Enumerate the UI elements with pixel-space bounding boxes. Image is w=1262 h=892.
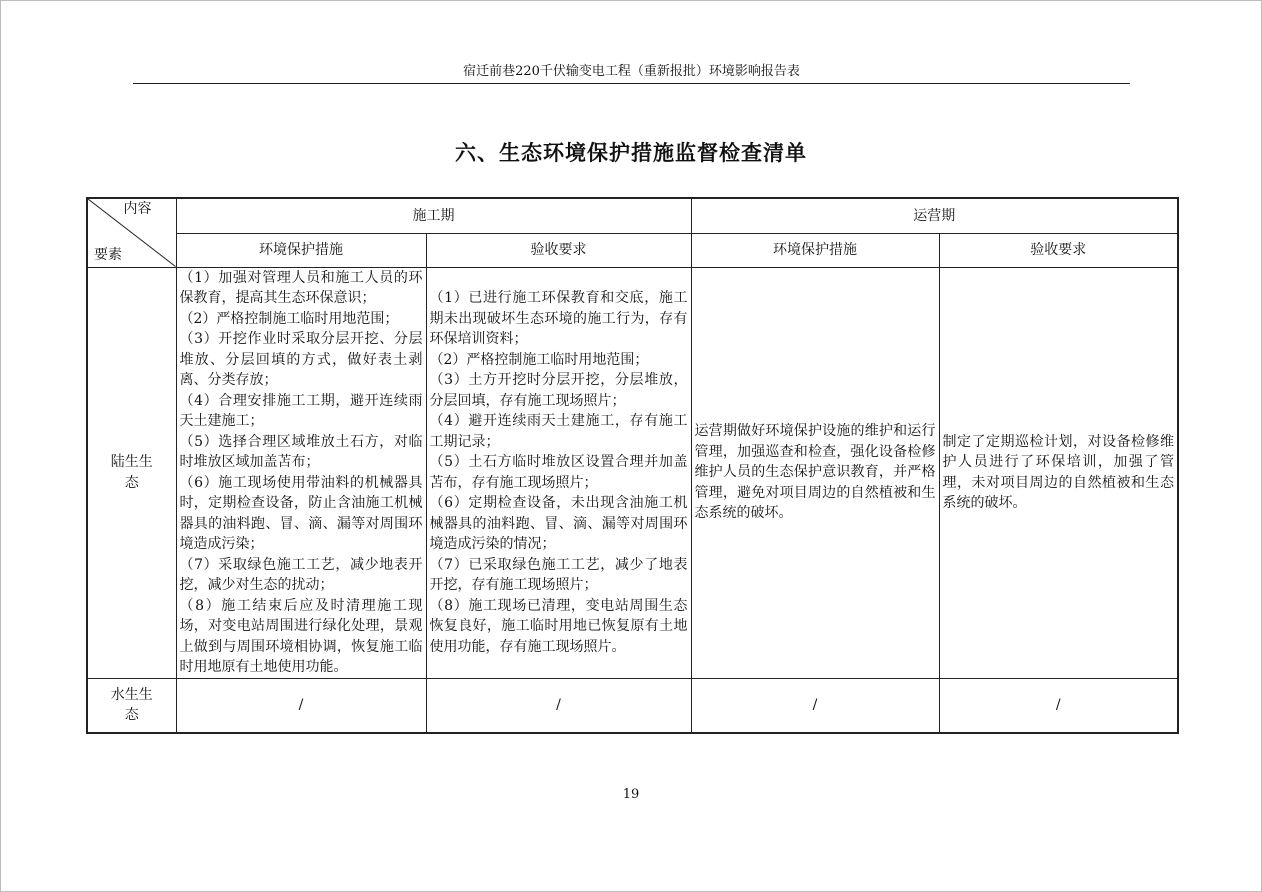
- operation-measures-cell: 运营期做好环境保护设施的维护和运行管理，加强巡查和检查，强化设备检修维护人员的生态保护意识教育，并严格管理，避免对项目周边的自然植被和生态系统的破坏。: [691, 267, 939, 678]
- table-header-row-columns: [87, 233, 1178, 267]
- measure-item: （7）采取绿色施工工艺，减少地表开挖，减少对生态的扰动；: [179, 556, 423, 593]
- acceptance-item: （1）已进行施工环保教育和交底，施工期未出现破坏生态环境的施工行为，存有环保培训资料；: [429, 290, 688, 347]
- corner-header-cell: [87, 198, 176, 267]
- element-cell-aquatic: 水生生态: [87, 678, 176, 733]
- running-header: 宿迁前巷220千伏输变电工程（重新报批）环境影响报告表: [463, 64, 800, 79]
- acceptance-item: （7）已采取绿色施工工艺，减少了地表开挖，存有施工现场照片；: [429, 556, 688, 593]
- col-header-construction-acceptance: 验收要求: [426, 233, 691, 267]
- col-header-construction-measures: 环境保护措施: [176, 233, 426, 267]
- measure-item: （5）选择合理区域堆放土石方，对临时堆放区域加盖苫布；: [179, 433, 423, 470]
- measure-item: （4）合理安排施工工期，避开连续雨天土建施工；: [179, 392, 423, 429]
- header-rule: [133, 83, 1130, 84]
- measure-item: （1）加强对管理人员和施工人员的环保教育，提高其生态环保意识；: [179, 269, 423, 306]
- acceptance-item: （6）定期检查设备，未出现含油施工机械器具的油料跑、冒、滴、漏等对周围环境造成污染的情况；: [429, 495, 688, 552]
- measure-item: （2）严格控制施工临时用地范围；: [179, 310, 399, 327]
- measure-item: （3）开挖作业时采取分层开挖、分层堆放、分层回填的方式，做好表土剥离、分类存放；: [179, 331, 423, 388]
- aquatic-operation-measures-cell: /: [691, 678, 939, 733]
- acceptance-item: （2）严格控制施工临时用地范围；: [429, 351, 649, 368]
- acceptance-item: （4）避开连续雨天土建施工，存有施工工期记录；: [429, 413, 688, 450]
- acceptance-item: （5）土石方临时堆放区设置合理并加盖苫布，存有施工现场照片；: [429, 454, 688, 491]
- acceptance-item: （8）施工现场已清理，变电站周围生态恢复良好，施工临时用地已恢复原有土地使用功能，存有施工现场照片。: [429, 597, 688, 655]
- acceptance-item: （3）土方开挖时分层开挖，分层堆放，分层回填，存有施工现场照片；: [429, 372, 688, 409]
- section-title: 六、生态环境保护措施监督检查清单: [455, 140, 807, 165]
- construction-acceptance-cell: [426, 267, 691, 678]
- operation-acceptance-cell: 制定了定期巡检计划，对设备检修维护人员进行了环保培训，加强了管理，未对项目周边的自然植被和生态系统的破坏。: [939, 267, 1178, 678]
- measure-item: （6）施工现场使用带油料的机械器具时，定期检查设备，防止含油施工机械器具的油料跑、冒、滴、漏等对周围环境造成污染；: [179, 474, 423, 552]
- col-header-operation-acceptance: 验收要求: [939, 233, 1178, 267]
- phase-header-construction: 施工期: [176, 198, 691, 233]
- aquatic-construction-measures-cell: /: [176, 678, 426, 733]
- corner-label-element: 要素: [94, 246, 122, 263]
- table-row-aquatic-ecology: [87, 678, 1178, 733]
- corner-label-content: 内容: [123, 201, 152, 217]
- table-row-terrestrial-ecology: [87, 267, 1178, 678]
- construction-measures-cell: [176, 267, 426, 678]
- phase-header-operation: 运营期: [691, 198, 1178, 233]
- col-header-operation-measures: 环境保护措施: [691, 233, 939, 267]
- measure-item: （8）施工结束后应及时清理施工现场，对变电站周围进行绿化处理，景观上做到与周围环境相协调，恢复施工临时用地原有土地使用功能。: [179, 597, 423, 675]
- page-number: 19: [622, 787, 640, 802]
- aquatic-construction-acceptance-cell: /: [426, 678, 691, 733]
- aquatic-operation-acceptance-cell: /: [939, 678, 1178, 733]
- supervision-checklist-table: [86, 197, 1179, 734]
- element-cell-terrestrial: 陆生生态: [87, 267, 176, 678]
- table-header-row-phase: [87, 198, 1178, 233]
